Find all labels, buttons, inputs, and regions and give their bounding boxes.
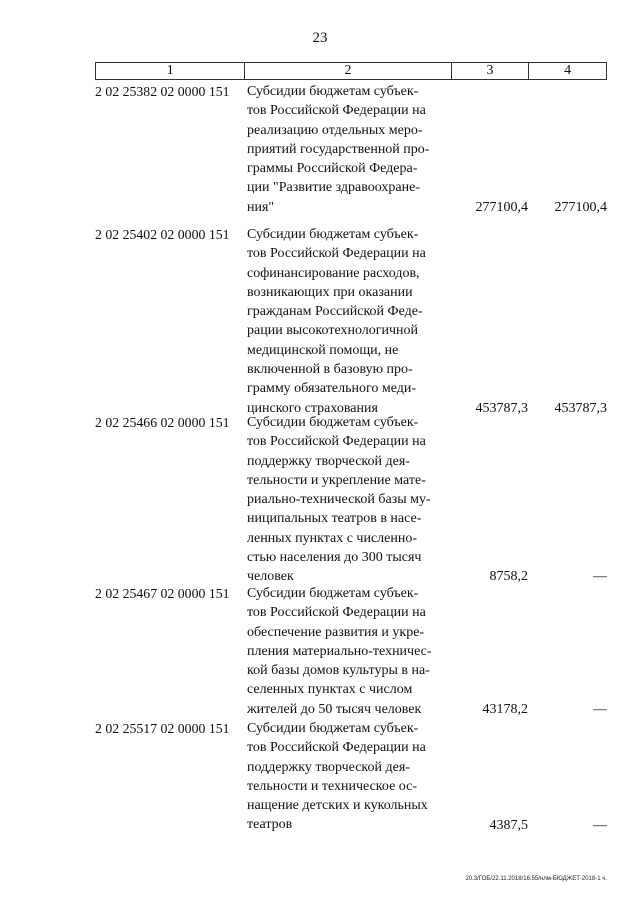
description-line: возникающих при оказании (247, 284, 413, 300)
description-line: тов Российской Федерации на (247, 434, 426, 450)
description-line: рации высокотехнологичной (247, 323, 419, 339)
description-line: гражданам Российской Феде- (247, 304, 423, 320)
description-line: жителей до 50 тысяч человек (247, 701, 422, 717)
document-footer-code: 20.3/ГОБ/22.11.2018/16:55/нлм-БЮДЖЕТ-2018-1 ч. (465, 876, 607, 882)
description-line: нащение детских и кукольных (247, 798, 428, 814)
description-line: театров (247, 817, 293, 833)
description-line: кой базы домов культуры в на- (247, 663, 430, 679)
description-line: человек (247, 569, 294, 585)
row-description (247, 225, 451, 418)
description-line: пления материально-техничес- (247, 643, 432, 659)
description-line: Субсидии бюджетам субъек- (247, 227, 419, 242)
header-col-4: 4 (564, 63, 572, 78)
budget-code: 2 02 25402 02 0000 151 (95, 227, 230, 242)
row-description (247, 584, 451, 719)
table-header (95, 62, 607, 80)
amount-col-3: 43178,2 (482, 701, 528, 717)
description-line: поддержку творческой дея- (247, 759, 410, 775)
amount-col-4: 453787,3 (554, 400, 607, 416)
description-line: приятий государственной про- (247, 141, 430, 157)
description-line: граммы Российской Федера- (247, 161, 418, 177)
description-line: грамму обязательного меди- (247, 381, 417, 397)
description-line: тов Российской Федерации на (247, 246, 426, 262)
description-line: стью населения до 300 тысяч (247, 550, 422, 566)
budget-code: 2 02 25382 02 0000 151 (95, 84, 230, 99)
description-line: Субсидии бюджетам субъек- (247, 415, 419, 430)
description-line: софинансирование расходов, (247, 265, 420, 281)
budget-code: 2 02 25467 02 0000 151 (95, 586, 230, 601)
row-description (247, 719, 451, 835)
header-col-1: 1 (96, 63, 245, 79)
description-line: тов Российской Федерации на (247, 605, 426, 621)
description-line: реализацию отдельных меро- (247, 122, 423, 138)
description-line: включенной в базовую про- (247, 362, 413, 378)
description-line: тельности и укрепление мате- (247, 472, 426, 488)
description-line: селенных пунктах с числом (247, 682, 413, 698)
amount-col-3: 8758,2 (489, 569, 528, 585)
amount-col-3: 453787,3 (475, 400, 528, 416)
description-line: тельности и техническое ос- (247, 778, 418, 794)
budget-code: 2 02 25517 02 0000 151 (95, 721, 230, 736)
description-line: Субсидии бюджетам субъек- (247, 721, 419, 736)
budget-code: 2 02 25466 02 0000 151 (95, 415, 230, 430)
amount-col-4: — (593, 569, 607, 585)
description-line: медицинской помощи, не (247, 342, 399, 358)
row-description (247, 82, 451, 217)
description-line: обеспечение развития и укре- (247, 624, 425, 640)
row-description (247, 413, 451, 587)
amount-col-4: 277100,4 (554, 199, 607, 215)
description-line: ленных пунктах с численно- (247, 530, 418, 546)
description-line: ниципальных театров в насе- (247, 511, 422, 527)
header-col-3: 3 (452, 63, 530, 79)
page-number: 23 (312, 30, 328, 46)
description-line: риально-технической базы му- (247, 492, 431, 508)
description-line: тов Российской Федерации на (247, 103, 426, 119)
description-line: тов Российской Федерации на (247, 740, 426, 756)
header-col-2: 2 (245, 63, 451, 79)
description-line: цинского страхования (247, 400, 378, 416)
description-line: Субсидии бюджетам субъек- (247, 84, 419, 99)
amount-col-3: 4387,5 (489, 817, 528, 833)
description-line: Субсидии бюджетам субъек- (247, 586, 419, 601)
amount-col-4: — (593, 701, 607, 717)
description-line: поддержку творческой дея- (247, 453, 410, 469)
amount-col-4: — (593, 817, 607, 833)
description-line: ции "Развитие здравоохране- (247, 180, 421, 196)
description-line: ния" (247, 199, 275, 215)
amount-col-3: 277100,4 (475, 199, 528, 215)
